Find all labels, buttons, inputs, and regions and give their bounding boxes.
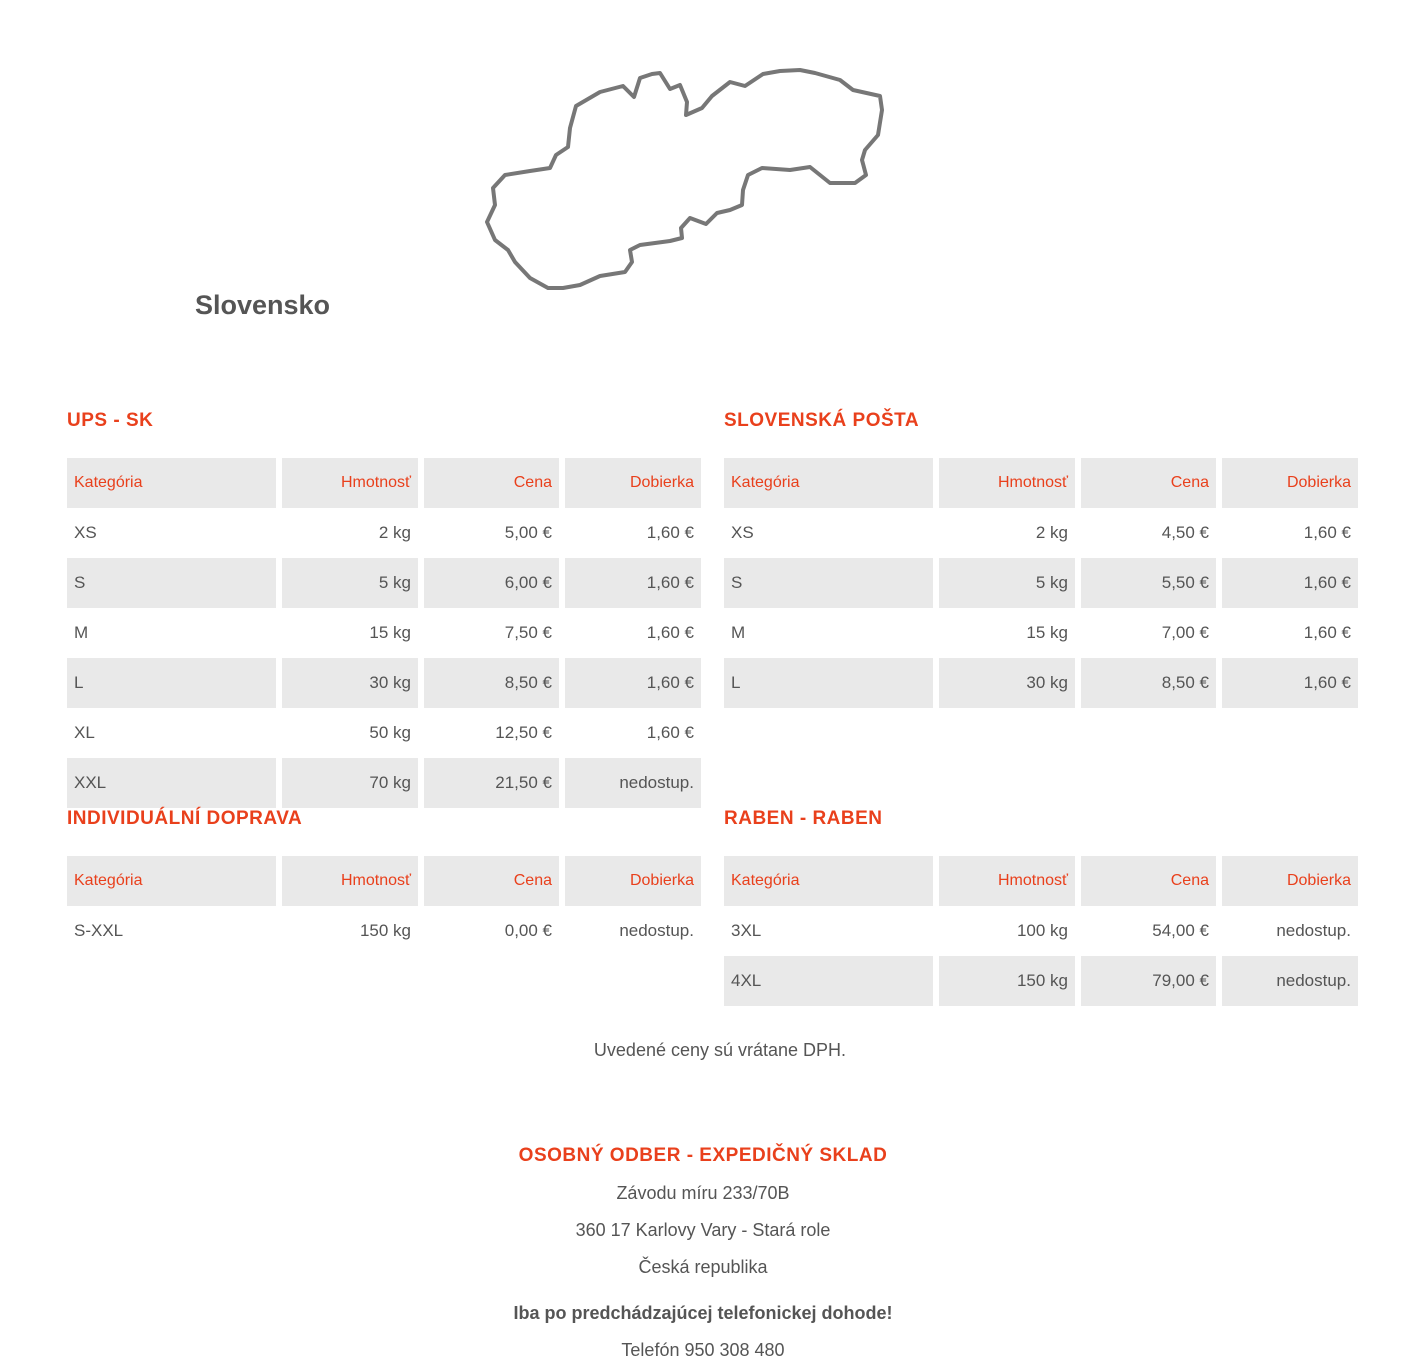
cell-category: XXL (67, 758, 276, 808)
cell-weight: 150 kg (359, 921, 411, 940)
header-cod: Dobierka (1222, 458, 1358, 508)
cell-weight: 70 kg (282, 758, 418, 808)
cell-cod: 1,60 € (1303, 523, 1351, 542)
cell-weight: 100 kg (1016, 921, 1068, 940)
cell-price: 8,50 € (424, 658, 559, 708)
carrier-raben (724, 806, 1351, 1006)
cell-category: 3XL (731, 921, 762, 940)
cell-category: L (724, 658, 933, 708)
cell-price: 7,50 € (504, 623, 552, 642)
header-weight: Hmotnosť (939, 458, 1075, 508)
cell-weight: 5 kg (282, 558, 418, 608)
rates-table (718, 856, 1364, 1006)
cell-cod: nedostup. (1222, 956, 1358, 1006)
table-row (67, 558, 701, 608)
cell-price: 12,50 € (495, 723, 552, 742)
table-header-row (724, 458, 1358, 508)
cell-price: 21,50 € (424, 758, 559, 808)
cell-weight: 30 kg (939, 658, 1075, 708)
cell-cod: nedostup. (565, 758, 701, 808)
carrier-title: SLOVENSKÁ POŠTA (724, 410, 920, 431)
cell-cod: nedostup. (1276, 921, 1351, 940)
pickup-city: 360 17 Karlovy Vary - Stará role (575, 1220, 831, 1240)
cell-weight: 15 kg (1026, 623, 1068, 642)
cell-price: 6,00 € (424, 558, 559, 608)
header-category: Kategória (724, 458, 933, 508)
cell-cod: 1,60 € (1222, 658, 1358, 708)
table-row (67, 758, 701, 808)
table-row (67, 708, 701, 758)
header-weight: Hmotnosť (282, 458, 418, 508)
pickup-note: Iba po predchádzajúcej telefonickej dohode! (513, 1303, 893, 1323)
cell-weight: 150 kg (939, 956, 1075, 1006)
cell-weight: 15 kg (369, 623, 411, 642)
cell-price: 8,50 € (1081, 658, 1216, 708)
cell-category: M (74, 623, 89, 642)
table-row (724, 558, 1358, 608)
table-header-row (67, 856, 701, 906)
cell-cod: 1,60 € (1222, 558, 1358, 608)
cell-category: XS (74, 523, 97, 542)
carrier-title: INDIVIDUÁLNÍ DOPRAVA (67, 808, 303, 829)
header-price: Cena (424, 458, 559, 508)
cell-category: M (731, 623, 746, 642)
cell-category: XL (74, 723, 95, 742)
cell-cod: nedostup. (619, 921, 694, 940)
cell-category: L (67, 658, 276, 708)
table-row (67, 658, 701, 708)
pickup-street: Závodu míru 233/70B (616, 1183, 790, 1203)
cell-price: 4,50 € (1161, 523, 1209, 542)
header-weight: Hmotnosť (939, 856, 1075, 906)
cell-cod: 1,60 € (646, 623, 694, 642)
pickup-section (0, 1145, 1406, 1369)
pickup-title: OSOBNÝ ODBER - EXPEDIČNÝ SKLAD (518, 1145, 888, 1166)
cell-weight: 30 kg (282, 658, 418, 708)
table-row (724, 956, 1358, 1006)
cell-category: 4XL (724, 956, 933, 1006)
header-cod: Dobierka (565, 856, 701, 906)
carrier-title: RABEN - RABEN (724, 808, 883, 829)
cell-price: 7,00 € (1161, 623, 1209, 642)
cell-weight: 2 kg (1035, 523, 1068, 542)
table-row (67, 508, 701, 558)
cell-weight: 5 kg (939, 558, 1075, 608)
cell-category: XS (731, 523, 754, 542)
cell-cod: 1,60 € (646, 523, 694, 542)
table-header-row (724, 856, 1358, 906)
header-category: Kategória (724, 856, 933, 906)
header-price: Cena (424, 856, 559, 906)
cell-cod: 1,60 € (565, 558, 701, 608)
slovakia-map-icon (480, 66, 890, 296)
rates-table (61, 856, 707, 956)
table-row (724, 608, 1358, 658)
cell-cod: 1,60 € (1303, 623, 1351, 642)
rates-table (61, 458, 707, 808)
header-category: Kategória (67, 856, 276, 906)
header-price: Cena (1081, 856, 1216, 906)
cell-price: 79,00 € (1081, 956, 1216, 1006)
cell-price: 0,00 € (504, 921, 552, 940)
slovakia-map-outline (480, 66, 890, 296)
vat-note: Uvedené ceny sú vrátane DPH. (593, 1040, 847, 1060)
cell-price: 54,00 € (1152, 921, 1209, 940)
pickup-country: Česká republika (638, 1257, 768, 1277)
cell-category: S (724, 558, 933, 608)
cell-weight: 50 kg (369, 723, 411, 742)
cell-price: 5,50 € (1081, 558, 1216, 608)
table-row (67, 906, 701, 956)
header-category: Kategória (67, 458, 276, 508)
table-row (724, 658, 1358, 708)
map-border (487, 70, 882, 288)
carrier-title: UPS - SK (67, 410, 154, 431)
header-weight: Hmotnosť (282, 856, 418, 906)
country-title: Slovensko (195, 290, 331, 320)
cell-cod: 1,60 € (646, 723, 694, 742)
carrier-individualni-doprava (67, 806, 694, 956)
cell-category: S (67, 558, 276, 608)
carrier-slovenska-posta (724, 408, 1351, 708)
cell-price: 5,00 € (504, 523, 552, 542)
carrier-ups-sk (67, 408, 694, 808)
header-cod: Dobierka (565, 458, 701, 508)
pickup-phone: Telefón 950 308 480 (621, 1340, 785, 1360)
cell-weight: 2 kg (378, 523, 411, 542)
table-row (67, 608, 701, 658)
cell-category: S-XXL (74, 921, 124, 940)
header-price: Cena (1081, 458, 1216, 508)
table-row (724, 906, 1358, 956)
table-header-row (67, 458, 701, 508)
cell-cod: 1,60 € (565, 658, 701, 708)
table-row (724, 508, 1358, 558)
rates-table (718, 458, 1364, 708)
header-cod: Dobierka (1222, 856, 1358, 906)
